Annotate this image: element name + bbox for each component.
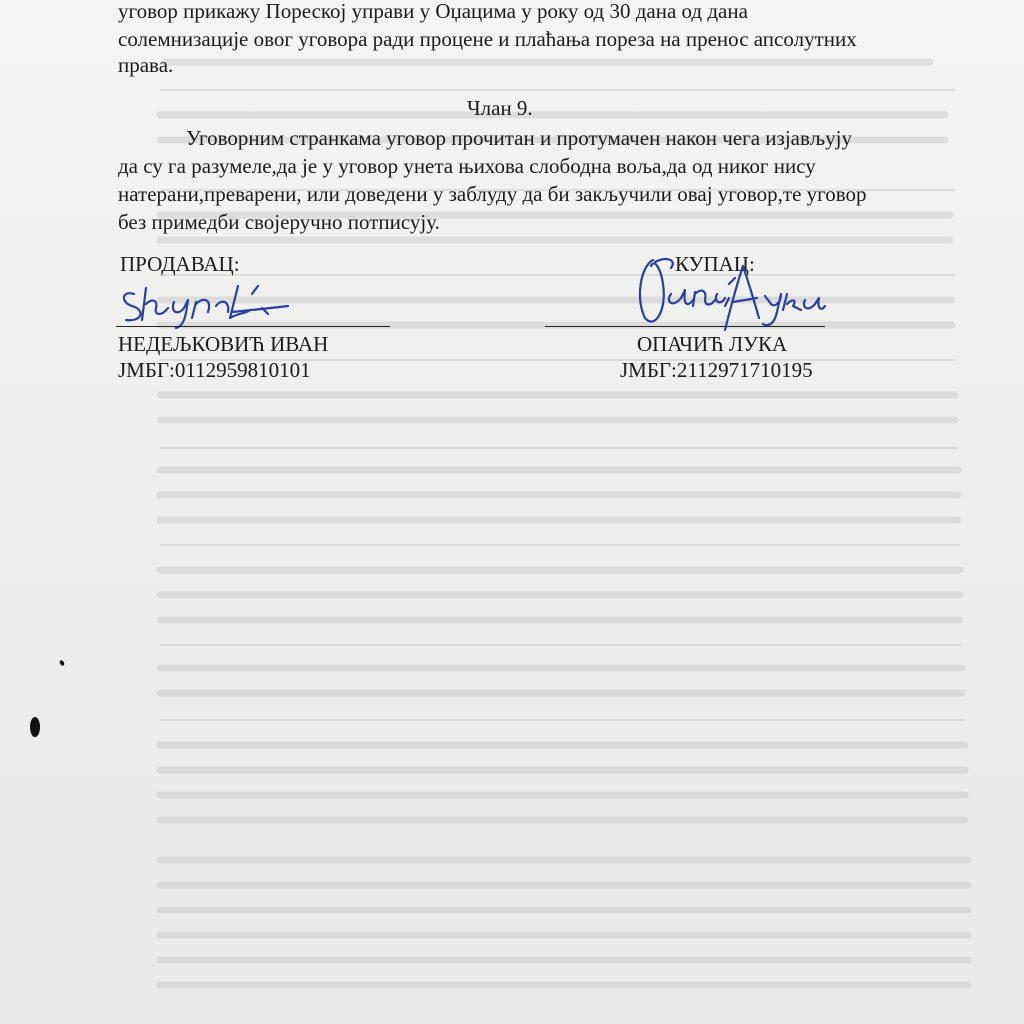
punch-hole xyxy=(30,717,40,737)
seller-name: НЕДЕЉКОВИЋ ИВАН xyxy=(118,332,329,356)
article-title: Члан 9. xyxy=(467,96,533,120)
body-text-line: Уговорним странкама уговор прочитан и протумачен након чега изјављују xyxy=(186,126,853,150)
body-text-line: права. xyxy=(118,53,174,77)
body-text-line: натерани,преварени, или доведени у заблуду да би закључили овај уговор,те уговор xyxy=(118,182,867,206)
punch-mark xyxy=(59,659,65,666)
buyer-id: ЈМБГ:2112971710195 xyxy=(620,358,813,382)
seller-signature xyxy=(112,272,302,332)
buyer-role-label: КУПАЦ: xyxy=(675,252,755,276)
body-text-line: солемнизације овог уговора ради процене и плаћања пореза на пренос апсолутних xyxy=(118,27,857,51)
seller-role-label: ПРОДАВАЦ: xyxy=(120,252,240,276)
seller-signature-line xyxy=(116,326,390,327)
body-text-line: да су га разумеле,да је у уговор унета њихова слободна воља,да од никог нису xyxy=(118,154,816,178)
buyer-name: ОПАЧИЋ ЛУКА xyxy=(637,332,788,356)
seller-id: ЈМБГ:0112959810101 xyxy=(118,358,311,382)
buyer-signature xyxy=(625,248,835,336)
body-text-line: уговор прикажу Пореској управи у Оџацима у року од 30 дана од дана xyxy=(118,0,748,23)
body-text-line: без примедби својеручно потписују. xyxy=(118,210,440,234)
